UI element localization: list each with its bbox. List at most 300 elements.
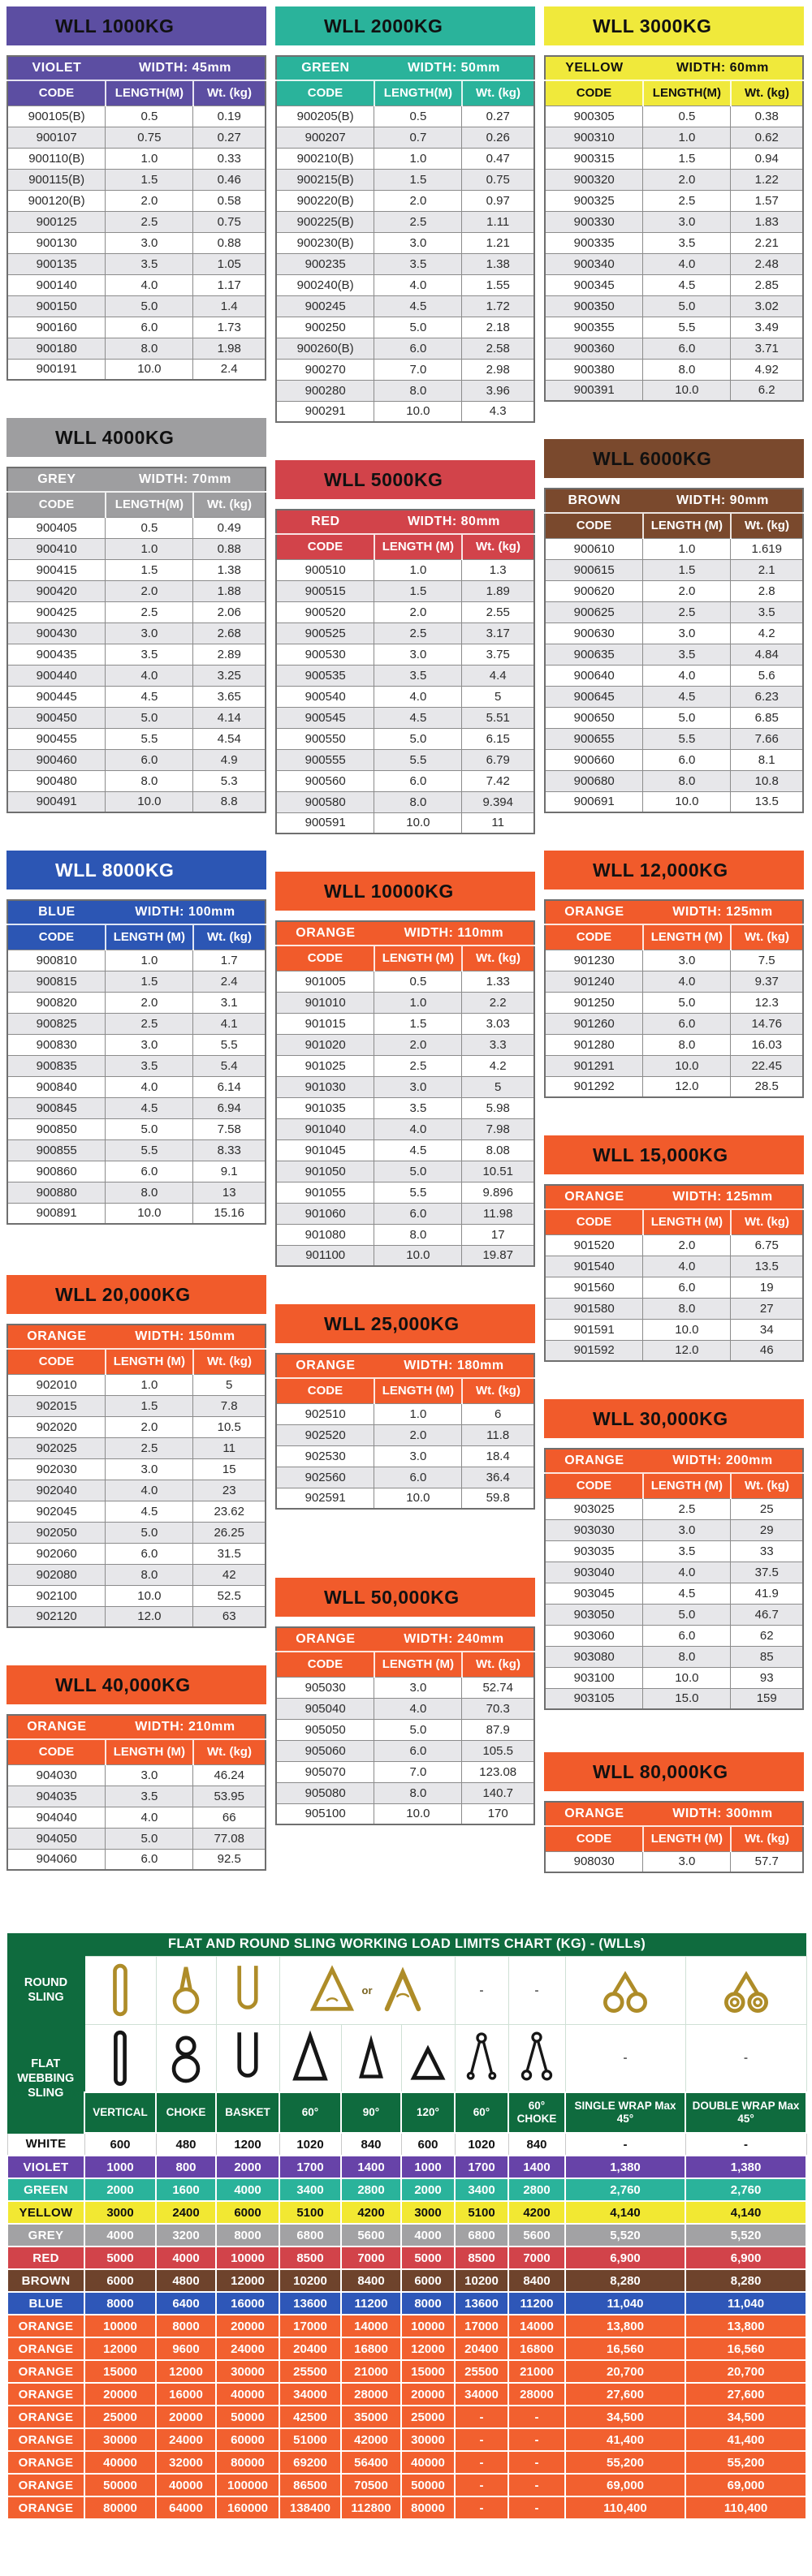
load-value-cell: 13600 — [279, 2292, 341, 2315]
spec-table-title: WLL 5000KG — [275, 460, 535, 499]
sling-color-name: ORANGE — [545, 1449, 643, 1473]
round-basket-cell — [216, 1956, 279, 2024]
spec-row — [276, 253, 534, 274]
length-cell: 4.0 — [106, 1480, 193, 1501]
weight-cell: 10.5 — [193, 1416, 266, 1437]
length-cell: 3.0 — [374, 1677, 462, 1698]
width-spec: WIDTH: 150mm — [106, 1325, 266, 1349]
spec-table-wll80000kg — [544, 1752, 804, 1873]
load-value-cell: 840 — [341, 2133, 401, 2156]
code-cell: 900825 — [7, 1013, 106, 1034]
length-cell: 4.0 — [106, 665, 193, 686]
length-cell: 2.0 — [643, 169, 731, 190]
code-cell: 900115(B) — [7, 169, 106, 190]
spec-row — [545, 1319, 803, 1340]
length-cell: 2.5 — [374, 211, 462, 232]
load-value-cell: 4,140 — [565, 2201, 685, 2224]
spec-row — [7, 1807, 266, 1828]
weight-cell: 5.51 — [462, 707, 534, 728]
length-cell: 5.0 — [106, 1522, 193, 1543]
code-cell: 901100 — [276, 1245, 374, 1266]
spec-row — [276, 1782, 534, 1803]
load-value-cell: - — [508, 2496, 565, 2519]
length-cell: 1.0 — [374, 559, 462, 580]
flat-basket-cell — [216, 2024, 279, 2092]
code-cell: 900445 — [7, 686, 106, 707]
load-value-cell: 20,700 — [685, 2360, 806, 2383]
spec-table-wll30000kg — [544, 1399, 804, 1710]
code-cell: 900340 — [545, 253, 643, 274]
length-cell: 4.5 — [643, 274, 731, 295]
weight-cell: 123.08 — [462, 1761, 534, 1782]
length-cell: 1.5 — [643, 148, 731, 169]
load-value-cell: 1000 — [84, 2156, 156, 2178]
flat-triangle-90-icon — [350, 2029, 392, 2087]
length-cell: 2.0 — [374, 190, 462, 211]
length-cell: 5.0 — [643, 992, 731, 1013]
load-row-15 — [7, 2451, 806, 2474]
length-cell: 4.0 — [643, 971, 731, 992]
round-double-wrap-icon — [717, 1961, 775, 2019]
spec-row — [545, 749, 803, 770]
sling-color-name: BLUE — [7, 900, 106, 924]
weight-cell: 59.8 — [462, 1488, 534, 1509]
load-value-cell: 35000 — [341, 2406, 401, 2428]
weight-cell: 3.71 — [731, 338, 803, 359]
column-header-row — [276, 1378, 534, 1403]
load-value-cell: 10000 — [216, 2246, 279, 2269]
weight-cell: 14.76 — [731, 1013, 803, 1034]
column-header-row — [545, 1826, 803, 1851]
weight-cell: 0.94 — [731, 148, 803, 169]
load-value-cell: 2,760 — [685, 2178, 806, 2201]
load-row-1 — [7, 2133, 806, 2156]
color-width-row — [545, 1185, 803, 1209]
weight-cell: 53.95 — [193, 1786, 266, 1807]
round-single-wrap-cell — [565, 1956, 685, 2024]
load-value-cell: 42000 — [341, 2428, 401, 2451]
length-cell: 6.0 — [374, 1467, 462, 1488]
spec-data-table — [6, 467, 266, 813]
length-cell: 10.0 — [106, 791, 193, 812]
spec-row — [7, 538, 266, 559]
length-cell: 4.5 — [374, 295, 462, 317]
weight-cell: 5.4 — [193, 1055, 266, 1076]
sling-color-label: GREEN — [7, 2178, 84, 2201]
spec-row — [7, 601, 266, 622]
load-value-cell: - — [508, 2428, 565, 2451]
weight-cell: 4.2 — [462, 1055, 534, 1076]
length-cell: 6.0 — [643, 338, 731, 359]
length-cell: 8.0 — [106, 1182, 193, 1203]
weight-cell: 4.4 — [462, 665, 534, 686]
length-cell: 2.5 — [374, 622, 462, 644]
spec-tables-grid — [6, 6, 806, 1910]
sling-color-name: GREEN — [276, 56, 374, 80]
weight-cell: 11 — [462, 812, 534, 834]
spec-data-table — [6, 1324, 266, 1628]
angle-column-header-5: 90° — [341, 2092, 401, 2133]
column-header-code: CODE — [276, 946, 374, 971]
length-cell: 8.0 — [643, 1646, 731, 1667]
spec-row — [276, 992, 534, 1013]
code-cell: 901030 — [276, 1076, 374, 1097]
spec-row — [276, 791, 534, 812]
flat-90-cell — [341, 2024, 401, 2092]
length-cell: 3.0 — [106, 622, 193, 644]
length-cell: 12.0 — [643, 1076, 731, 1097]
load-value-cell: 30000 — [401, 2428, 455, 2451]
code-cell: 900835 — [7, 1055, 106, 1076]
load-row-8 — [7, 2292, 806, 2315]
code-cell: 901060 — [276, 1203, 374, 1224]
spec-row — [7, 1076, 266, 1097]
load-value-cell: 4,140 — [685, 2201, 806, 2224]
column-header-length: LENGTH (M) — [106, 1349, 193, 1374]
weight-cell: 63 — [193, 1606, 266, 1627]
weight-cell: 6 — [462, 1403, 534, 1424]
spec-row — [276, 1118, 534, 1139]
weight-cell: 33 — [731, 1540, 803, 1562]
length-cell: 6.0 — [106, 749, 193, 770]
load-value-cell: - — [508, 2451, 565, 2474]
length-cell: 0.5 — [374, 106, 462, 127]
load-value-cell: 14000 — [341, 2315, 401, 2337]
round-sling-label: ROUND SLING — [7, 1956, 84, 2024]
length-cell: 7.0 — [374, 1761, 462, 1782]
spec-row — [7, 1395, 266, 1416]
spec-row — [7, 728, 266, 749]
code-cell: 900520 — [276, 601, 374, 622]
spec-row — [545, 770, 803, 791]
column-header-row — [545, 1209, 803, 1234]
code-cell: 900191 — [7, 359, 106, 380]
spec-row — [276, 1139, 534, 1161]
column-header-row — [276, 946, 534, 971]
column-header-code: CODE — [545, 1826, 643, 1851]
spec-row — [545, 728, 803, 749]
spec-row — [276, 211, 534, 232]
spec-row — [545, 1583, 803, 1604]
load-value-cell: 8400 — [341, 2269, 401, 2292]
spec-row — [276, 1097, 534, 1118]
round-vertical-hitch-icon — [97, 1961, 143, 2019]
code-cell: 900550 — [276, 728, 374, 749]
load-chart-title-row — [7, 1933, 806, 1956]
length-cell: 2.0 — [374, 1034, 462, 1055]
flat-2leg-choke-cell — [508, 2024, 565, 2092]
flat-vertical-hitch-icon — [97, 2027, 143, 2089]
width-spec: WIDTH: 200mm — [643, 1449, 803, 1473]
length-cell: 3.0 — [643, 1519, 731, 1540]
spec-row — [7, 1764, 266, 1786]
length-cell: 3.5 — [374, 665, 462, 686]
length-cell: 5.0 — [374, 1719, 462, 1740]
load-value-cell: 51000 — [279, 2428, 341, 2451]
weight-cell: 6.2 — [731, 380, 803, 401]
load-value-cell: 6800 — [279, 2224, 341, 2246]
length-cell: 8.0 — [643, 770, 731, 791]
load-value-cell: 2800 — [341, 2178, 401, 2201]
spec-table-title: WLL 25,000KG — [275, 1304, 535, 1343]
load-value-cell: 3000 — [401, 2201, 455, 2224]
code-cell: 900120(B) — [7, 190, 106, 211]
spec-row — [7, 644, 266, 665]
length-cell: 10.0 — [106, 359, 193, 380]
length-cell: 4.5 — [643, 686, 731, 707]
weight-cell: 34 — [731, 1319, 803, 1340]
spec-row — [276, 1803, 534, 1824]
sling-color-label: ORANGE — [7, 2496, 84, 2519]
spec-row — [276, 1013, 534, 1034]
weight-cell: 3.1 — [193, 992, 266, 1013]
code-cell: 901080 — [276, 1224, 374, 1245]
code-cell: 904040 — [7, 1807, 106, 1828]
column-header-weight: Wt. (kg) — [193, 80, 266, 106]
column-header-length: LENGTH (M) — [374, 1378, 462, 1403]
sling-color-name: GREY — [7, 467, 106, 492]
code-cell: 900315 — [545, 148, 643, 169]
load-value-cell: 42500 — [279, 2406, 341, 2428]
angle-column-header-6: 120° — [401, 2092, 455, 2133]
sling-color-label: ORANGE — [7, 2428, 84, 2451]
code-cell: 905050 — [276, 1719, 374, 1740]
color-width-row — [545, 900, 803, 924]
code-cell: 900545 — [276, 707, 374, 728]
code-cell: 903045 — [545, 1583, 643, 1604]
grid-column-right — [544, 6, 804, 1910]
length-cell: 4.0 — [643, 665, 731, 686]
spec-table-title: WLL 2000KG — [275, 6, 535, 45]
color-width-row — [7, 56, 266, 80]
load-value-cell: 110,400 — [685, 2496, 806, 2519]
spec-row — [545, 1298, 803, 1319]
weight-cell: 8.1 — [731, 749, 803, 770]
spec-row — [545, 559, 803, 580]
code-cell: 900270 — [276, 359, 374, 380]
weight-cell: 93 — [731, 1667, 803, 1688]
length-cell: 5.5 — [374, 749, 462, 770]
length-cell: 5.0 — [106, 1828, 193, 1849]
spec-row — [276, 1245, 534, 1266]
sling-color-label: ORANGE — [7, 2337, 84, 2360]
code-cell: 902510 — [276, 1403, 374, 1424]
weight-cell: 11.98 — [462, 1203, 534, 1224]
code-cell: 900225(B) — [276, 211, 374, 232]
weight-cell: 57.7 — [731, 1851, 803, 1872]
load-value-cell: 138400 — [279, 2496, 341, 2519]
load-value-cell: 6000 — [84, 2269, 156, 2292]
spec-row — [7, 1437, 266, 1458]
spec-row — [276, 971, 534, 992]
length-cell: 4.5 — [374, 707, 462, 728]
column-header-row — [545, 1473, 803, 1498]
code-cell: 900420 — [7, 580, 106, 601]
code-cell: 902120 — [7, 1606, 106, 1627]
code-cell: 900525 — [276, 622, 374, 644]
spec-table-title: WLL 1000KG — [6, 6, 266, 45]
code-cell: 900435 — [7, 644, 106, 665]
color-width-row — [7, 1325, 266, 1349]
spec-row — [545, 1604, 803, 1625]
length-cell: 10.0 — [106, 1203, 193, 1224]
spec-row — [276, 1698, 534, 1719]
width-spec: WIDTH: 90mm — [643, 489, 803, 513]
length-cell: 3.0 — [643, 622, 731, 644]
weight-cell: 1.33 — [462, 971, 534, 992]
weight-cell: 17 — [462, 1224, 534, 1245]
or-label: or — [361, 1984, 373, 1997]
spec-row — [545, 274, 803, 295]
spec-table-wll8000kg — [6, 851, 266, 1225]
length-cell: 10.0 — [374, 1245, 462, 1266]
column-header-code: CODE — [7, 1739, 106, 1764]
column-header-code: CODE — [7, 492, 106, 517]
spec-row — [545, 665, 803, 686]
length-cell: 3.0 — [106, 232, 193, 253]
weight-cell: 28.5 — [731, 1076, 803, 1097]
code-cell: 900430 — [7, 622, 106, 644]
code-cell: 901025 — [276, 1055, 374, 1076]
code-cell: 900640 — [545, 665, 643, 686]
load-value-cell: 5600 — [341, 2224, 401, 2246]
length-cell: 3.0 — [106, 1764, 193, 1786]
weight-cell: 6.94 — [193, 1097, 266, 1118]
length-cell: 1.5 — [374, 1013, 462, 1034]
length-cell: 10.0 — [643, 380, 731, 401]
column-header-code: CODE — [7, 80, 106, 106]
load-value-cell: 27,600 — [565, 2383, 685, 2406]
code-cell: 903025 — [545, 1498, 643, 1519]
column-header-weight: Wt. (kg) — [731, 924, 803, 950]
code-cell: 901540 — [545, 1256, 643, 1277]
code-cell: 902520 — [276, 1424, 374, 1445]
load-value-cell: 60000 — [216, 2428, 279, 2451]
length-cell: 6.0 — [106, 1543, 193, 1564]
weight-cell: 5.6 — [731, 665, 803, 686]
code-cell: 901020 — [276, 1034, 374, 1055]
sling-color-name: ORANGE — [276, 1627, 374, 1652]
weight-cell: 1.22 — [731, 169, 803, 190]
spec-row — [7, 1203, 266, 1224]
weight-cell: 0.19 — [193, 106, 266, 127]
color-width-row — [7, 467, 266, 492]
load-value-cell: 16,560 — [565, 2337, 685, 2360]
load-value-cell: 50000 — [84, 2474, 156, 2496]
load-value-cell: 55,200 — [565, 2451, 685, 2474]
weight-cell: 0.38 — [731, 106, 803, 127]
load-value-cell: 41,400 — [565, 2428, 685, 2451]
code-cell: 900240(B) — [276, 274, 374, 295]
length-cell: 3.5 — [106, 1055, 193, 1076]
length-cell: 3.5 — [643, 1540, 731, 1562]
code-cell: 900415 — [7, 559, 106, 580]
spec-row — [276, 1034, 534, 1055]
weight-cell: 1.7 — [193, 950, 266, 971]
load-row-11 — [7, 2360, 806, 2383]
load-value-cell: 20000 — [216, 2315, 279, 2337]
spec-row — [545, 644, 803, 665]
spec-data-table — [6, 55, 266, 381]
load-value-cell: 600 — [401, 2133, 455, 2156]
column-header-code: CODE — [545, 1473, 643, 1498]
weight-cell: 2.1 — [731, 559, 803, 580]
load-value-cell: 9600 — [156, 2337, 216, 2360]
weight-cell: 2.85 — [731, 274, 803, 295]
code-cell: 900360 — [545, 338, 643, 359]
weight-cell: 26.25 — [193, 1522, 266, 1543]
sling-color-label: GREY — [7, 2224, 84, 2246]
weight-cell: 0.49 — [193, 517, 266, 538]
load-chart-title: FLAT AND ROUND SLING WORKING LOAD LIMITS CHART (KG) - (WLLs) — [7, 1933, 806, 1956]
weight-cell: 87.9 — [462, 1719, 534, 1740]
code-cell: 900515 — [276, 580, 374, 601]
length-cell: 1.5 — [106, 559, 193, 580]
spec-row — [7, 971, 266, 992]
spec-data-table — [6, 1714, 266, 1871]
length-cell: 1.0 — [106, 1374, 193, 1395]
weight-cell: 1.57 — [731, 190, 803, 211]
spec-table-title: WLL 6000KG — [544, 439, 804, 478]
flat-single-wrap-empty-cell: - — [565, 2024, 685, 2092]
sling-color-name: BROWN — [545, 489, 643, 513]
length-cell: 3.5 — [374, 253, 462, 274]
code-cell: 901520 — [545, 1234, 643, 1256]
color-width-row — [7, 900, 266, 924]
flat-triangle-120-icon — [405, 2029, 451, 2087]
spec-data-table — [275, 1353, 535, 1510]
length-cell: 0.75 — [106, 127, 193, 148]
weight-cell: 9.1 — [193, 1161, 266, 1182]
weight-cell: 159 — [731, 1688, 803, 1709]
weight-cell: 7.58 — [193, 1118, 266, 1139]
load-value-cell: - — [685, 2133, 806, 2156]
code-cell: 902530 — [276, 1445, 374, 1467]
column-header-length: LENGTH (M) — [106, 924, 193, 950]
load-value-cell: - — [565, 2133, 685, 2156]
weight-cell: 22.45 — [731, 1055, 803, 1076]
code-cell: 900830 — [7, 1034, 106, 1055]
weight-cell: 2.55 — [462, 601, 534, 622]
load-value-cell: 34000 — [455, 2383, 508, 2406]
weight-cell: 7.66 — [731, 728, 803, 749]
spec-row — [7, 580, 266, 601]
column-header-length: LENGTH (M) — [106, 1739, 193, 1764]
length-cell: 1.0 — [106, 538, 193, 559]
code-cell: 900555 — [276, 749, 374, 770]
spec-table-title: WLL 50,000KG — [275, 1578, 535, 1617]
column-header-row — [7, 492, 266, 517]
spec-row — [7, 1458, 266, 1480]
flat-2leg-60-cell — [455, 2024, 508, 2092]
column-header-row — [545, 513, 803, 538]
width-spec: WIDTH: 125mm — [643, 900, 803, 924]
spec-row — [7, 232, 266, 253]
column-header-code: CODE — [276, 1652, 374, 1677]
code-cell: 900391 — [545, 380, 643, 401]
color-width-row — [276, 510, 534, 534]
load-value-cell: 4000 — [401, 2224, 455, 2246]
load-value-cell: 40000 — [156, 2474, 216, 2496]
spec-row — [276, 380, 534, 401]
weight-cell: 15.16 — [193, 1203, 266, 1224]
code-cell: 900410 — [7, 538, 106, 559]
code-cell: 901055 — [276, 1182, 374, 1203]
load-limits-chart — [6, 1933, 807, 2520]
length-cell: 4.0 — [106, 1807, 193, 1828]
length-cell: 3.0 — [643, 211, 731, 232]
code-cell: 900535 — [276, 665, 374, 686]
